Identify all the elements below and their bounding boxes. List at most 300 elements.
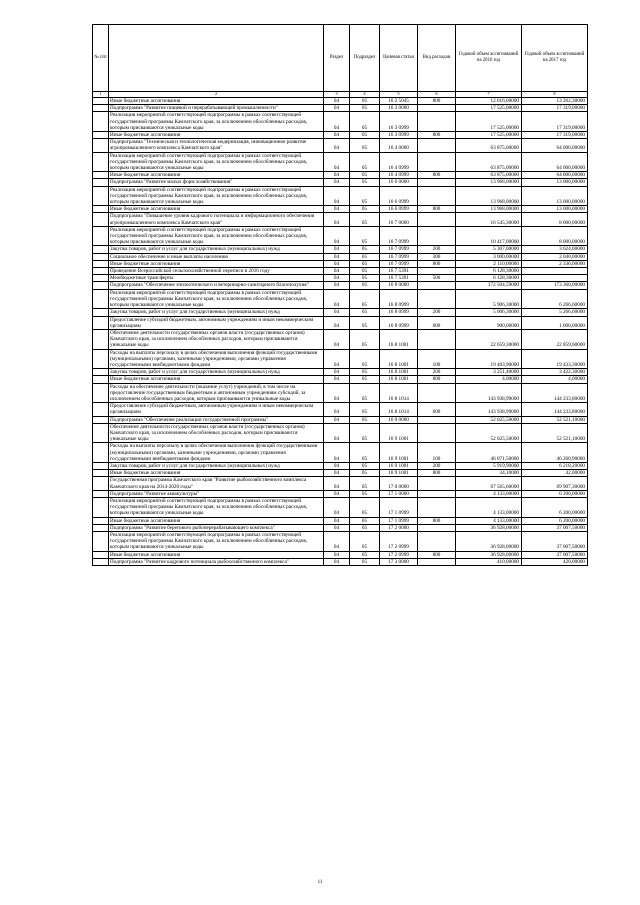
table-row bbox=[93, 172, 588, 179]
cell-razdel: 04 bbox=[324, 443, 350, 463]
cell-razdel: 04 bbox=[324, 403, 350, 416]
cell-podrazdel: 05 bbox=[350, 260, 380, 267]
cell-razdel: 04 bbox=[324, 152, 350, 172]
cell-2017: 6 266,60000 bbox=[522, 289, 588, 309]
cell-2017: 3 422,30000 bbox=[522, 369, 588, 376]
cell-target: 16 4 0999 bbox=[380, 152, 418, 172]
table-row bbox=[93, 105, 588, 112]
cell-2017: 37 007,50000 bbox=[522, 532, 588, 552]
cell-target: 17 0 0000 bbox=[380, 477, 418, 490]
table-row bbox=[93, 349, 588, 369]
cell-expense-type bbox=[418, 139, 456, 152]
table-row bbox=[93, 551, 588, 558]
header-2016: Годовой объем ассигнований на 2016 год bbox=[456, 25, 522, 92]
table-row bbox=[93, 139, 588, 152]
cell-podrazdel: 05 bbox=[350, 329, 380, 349]
cell-2017: 1 000,00000 bbox=[522, 316, 588, 329]
cell-2017: 144 233,80000 bbox=[522, 403, 588, 416]
cell-podrazdel: 05 bbox=[350, 551, 380, 558]
cell-num bbox=[93, 462, 109, 469]
cell-2017: 17 319,00000 bbox=[522, 105, 588, 112]
cell-expense-type: 800 bbox=[418, 98, 456, 105]
cell-name: Подпрограмма "Обеспечение реализации государственной программы" bbox=[109, 416, 324, 423]
cell-2017: 46 260,90000 bbox=[522, 443, 588, 463]
cell-podrazdel: 05 bbox=[350, 416, 380, 423]
cell-num bbox=[93, 98, 109, 105]
cell-2016: 17 525,00000 bbox=[456, 112, 522, 132]
cell-razdel: 04 bbox=[324, 186, 350, 206]
cell-2016: 52 025,50000 bbox=[456, 416, 522, 423]
cell-num bbox=[93, 316, 109, 329]
cell-name: Иные бюджетные ассигнования bbox=[109, 260, 324, 267]
cell-num bbox=[93, 490, 109, 497]
cell-2016: 6 128,30000 bbox=[456, 275, 522, 282]
cell-target: 16 3 0999 bbox=[380, 112, 418, 132]
cell-razdel: 04 bbox=[324, 383, 350, 403]
cell-2016: 5 006,30000 bbox=[456, 309, 522, 316]
cell-2016: 52 025,50000 bbox=[456, 423, 522, 443]
cell-num bbox=[93, 112, 109, 132]
cell-podrazdel: 05 bbox=[350, 132, 380, 139]
cell-podrazdel: 05 bbox=[350, 186, 380, 206]
cell-2017: 42,00000 bbox=[522, 470, 588, 477]
cell-name: Подпрограмма "Повышение уровня кадрового потенциала и информационного обеспечения агропромышленного комплекса Камчатского края" bbox=[109, 213, 324, 226]
cell-target: 16 9 1001 bbox=[380, 462, 418, 469]
cell-podrazdel: 05 bbox=[350, 490, 380, 497]
cell-name: Подпрограмма "Развитие аквакультуры" bbox=[109, 490, 324, 497]
cell-expense-type: 100 bbox=[418, 443, 456, 463]
cell-razdel: 04 bbox=[324, 132, 350, 139]
cell-2017: 64 000,00000 bbox=[522, 152, 588, 172]
cell-target: 16 4 0000 bbox=[380, 139, 418, 152]
cell-num bbox=[93, 260, 109, 267]
cell-target: 16 8 1001 bbox=[380, 376, 418, 383]
cell-expense-type bbox=[418, 105, 456, 112]
cell-num bbox=[93, 206, 109, 213]
table-row bbox=[93, 213, 588, 226]
cell-target: 16 6 0999 bbox=[380, 186, 418, 206]
cell-2016: 4,00000 bbox=[456, 376, 522, 383]
cell-target: 16 7 0999 bbox=[380, 253, 418, 260]
cell-podrazdel: 05 bbox=[350, 376, 380, 383]
header-num: № п/п bbox=[93, 25, 109, 92]
table-row bbox=[93, 462, 588, 469]
cell-expense-type: 500 bbox=[418, 275, 456, 282]
header-2017: Годовой объем ассигнований на 2017 год bbox=[522, 25, 588, 92]
cell-num bbox=[93, 253, 109, 260]
cell-2017 bbox=[522, 275, 588, 282]
cell-num bbox=[93, 497, 109, 517]
cell-razdel: 04 bbox=[324, 246, 350, 253]
cell-2017: 8 000,00000 bbox=[522, 226, 588, 246]
cell-2016: 34,10000 bbox=[456, 470, 522, 477]
cell-2016: 13 968,00000 bbox=[456, 179, 522, 186]
header-expense-type: Вид расходов bbox=[418, 25, 456, 92]
cell-podrazdel: 05 bbox=[350, 309, 380, 316]
cell-target: 16 3 0999 bbox=[380, 132, 418, 139]
cell-target: 16 9 1001 bbox=[380, 443, 418, 463]
table-row bbox=[93, 470, 588, 477]
cell-name: Реализация мероприятий соответствующей подпрограммы в рамках соответствующей государственной программы Камчатского края, за исключением обособленных расходов, которым присваиваются уникальные коды bbox=[109, 497, 324, 517]
table-row bbox=[93, 558, 588, 565]
cell-2017: 2 040,00000 bbox=[522, 253, 588, 260]
cell-2016: 17 525,00000 bbox=[456, 132, 522, 139]
cell-podrazdel: 05 bbox=[350, 105, 380, 112]
cell-razdel: 04 bbox=[324, 558, 350, 565]
cell-2017: 52 521,10000 bbox=[522, 416, 588, 423]
table-row bbox=[93, 206, 588, 213]
cell-razdel: 04 bbox=[324, 275, 350, 282]
cell-razdel: 04 bbox=[324, 139, 350, 152]
cell-expense-type: 600 bbox=[418, 316, 456, 329]
cell-2016: 63 875,00000 bbox=[456, 139, 522, 152]
cell-expense-type bbox=[418, 383, 456, 403]
cell-name: Подпрограмма "Развитие малых форм хозяйствования" bbox=[109, 179, 324, 186]
table-row bbox=[93, 268, 588, 275]
table-row bbox=[93, 524, 588, 531]
cell-target: 16 8 0999 bbox=[380, 289, 418, 309]
table-row bbox=[93, 490, 588, 497]
cell-target: 17 1 0999 bbox=[380, 517, 418, 524]
cell-name: Иные бюджетные ассигнования bbox=[109, 132, 324, 139]
cell-target: 16 8 0999 bbox=[380, 309, 418, 316]
column-number: 3 bbox=[324, 92, 350, 98]
cell-2017: 37 007,50000 bbox=[522, 551, 588, 558]
cell-podrazdel: 05 bbox=[350, 289, 380, 309]
cell-num bbox=[93, 132, 109, 139]
cell-num bbox=[93, 186, 109, 206]
budget-table bbox=[92, 24, 588, 566]
cell-target: 16 9 1001 bbox=[380, 423, 418, 443]
table-body bbox=[93, 98, 588, 566]
cell-name: Закупка товаров, работ и услуг для государственных (муниципальных) нужд bbox=[109, 462, 324, 469]
cell-2016: 67 565,60000 bbox=[456, 477, 522, 490]
cell-2016: 13 968,00000 bbox=[456, 186, 522, 206]
cell-num bbox=[93, 172, 109, 179]
cell-num bbox=[93, 551, 109, 558]
table-row bbox=[93, 423, 588, 443]
cell-expense-type: 100 bbox=[418, 349, 456, 369]
cell-name: Подпрограмма "Развитие кадрового потенциала рыбохозяйственного комплекса" bbox=[109, 558, 324, 565]
cell-razdel: 04 bbox=[324, 179, 350, 186]
cell-num bbox=[93, 152, 109, 172]
table-row bbox=[93, 98, 588, 105]
cell-name: Иные бюджетные ассигнования bbox=[109, 98, 324, 105]
cell-expense-type: 800 bbox=[418, 206, 456, 213]
table-row bbox=[93, 260, 588, 267]
table-row bbox=[93, 376, 588, 383]
cell-razdel: 04 bbox=[324, 551, 350, 558]
cell-num bbox=[93, 226, 109, 246]
cell-num bbox=[93, 403, 109, 416]
cell-target: 17 2 0999 bbox=[380, 532, 418, 552]
cell-num bbox=[93, 383, 109, 403]
table-row bbox=[93, 497, 588, 517]
cell-2017: 37 007,50000 bbox=[522, 524, 588, 531]
cell-2017: 64 000,00000 bbox=[522, 172, 588, 179]
cell-name: Обеспечение деятельности государственных органов власти (государственных органов) Камчатского края, за исключением обособленных расходов, которым присваиваются уникальные коды bbox=[109, 329, 324, 349]
cell-2016: 3 251,40000 bbox=[456, 369, 522, 376]
cell-razdel: 04 bbox=[324, 416, 350, 423]
column-number: 5 bbox=[380, 92, 418, 98]
cell-2017: 6 200,00000 bbox=[522, 497, 588, 517]
cell-num bbox=[93, 369, 109, 376]
cell-num bbox=[93, 416, 109, 423]
table-row bbox=[93, 329, 588, 349]
cell-target: 16 8 0999 bbox=[380, 316, 418, 329]
cell-target: 17 1 0000 bbox=[380, 490, 418, 497]
cell-expense-type: 800 bbox=[418, 470, 456, 477]
cell-2016: 19 403,90000 bbox=[456, 349, 522, 369]
cell-target: 16 3 0000 bbox=[380, 105, 418, 112]
cell-podrazdel: 05 bbox=[350, 403, 380, 416]
cell-name: Предоставление субсидий бюджетным, автономным учреждениям и иным некоммерческим организациям bbox=[109, 403, 324, 416]
column-number: 8 bbox=[522, 92, 588, 98]
table-row bbox=[93, 275, 588, 282]
cell-num bbox=[93, 329, 109, 349]
cell-podrazdel: 05 bbox=[350, 369, 380, 376]
cell-num bbox=[93, 532, 109, 552]
column-number: 7 bbox=[456, 92, 522, 98]
cell-expense-type: 200 bbox=[418, 462, 456, 469]
cell-name: Закупка товаров, работ и услуг для государственных (муниципальных) нужд bbox=[109, 309, 324, 316]
cell-2017: 173 360,00000 bbox=[522, 282, 588, 289]
cell-podrazdel: 05 bbox=[350, 462, 380, 469]
cell-podrazdel: 05 bbox=[350, 275, 380, 282]
cell-num bbox=[93, 443, 109, 463]
table-row bbox=[93, 416, 588, 423]
cell-name: Межбюджетные трансферты bbox=[109, 275, 324, 282]
cell-2016: 5 307,00000 bbox=[456, 246, 522, 253]
table-row bbox=[93, 309, 588, 316]
cell-2017: 13 262,30000 bbox=[522, 98, 588, 105]
header-target: Целевая статья bbox=[380, 25, 418, 92]
cell-name: Реализация мероприятий соответствующей подпрограммы в рамках соответствующей государственной программы Камчатского края, за исключением обособленных расходов, которым присваиваются уникальные коды bbox=[109, 112, 324, 132]
cell-name: Предоставление субсидий бюджетным, автономным учреждениям и иным некоммерческим организациям bbox=[109, 316, 324, 329]
cell-name: Подпрограмма "Обеспечение эпизоотического и ветеринарно-санитарного благополучия" bbox=[109, 282, 324, 289]
cell-2017: 144 233,80000 bbox=[522, 383, 588, 403]
cell-expense-type bbox=[418, 268, 456, 275]
cell-razdel: 04 bbox=[324, 490, 350, 497]
cell-name: Иные бюджетные ассигнования bbox=[109, 206, 324, 213]
table-row bbox=[93, 253, 588, 260]
table-header-row bbox=[93, 25, 588, 92]
cell-expense-type: 800 bbox=[418, 172, 456, 179]
cell-name: Подпрограмма "Развитие берегового рыбоперерабатывающего комплекса" bbox=[109, 524, 324, 531]
cell-razdel: 04 bbox=[324, 423, 350, 443]
cell-2017: 4,00000 bbox=[522, 376, 588, 383]
cell-podrazdel: 05 bbox=[350, 517, 380, 524]
column-number: 4 bbox=[350, 92, 380, 98]
cell-target: 17 2 0999 bbox=[380, 551, 418, 558]
cell-name: Подпрограмма "Техническая и технологическая модернизация, инновационное развитие агропромышленного комплекса Камчатского края" bbox=[109, 139, 324, 152]
cell-razdel: 04 bbox=[324, 470, 350, 477]
cell-2016: 10 417,00000 bbox=[456, 226, 522, 246]
cell-podrazdel: 05 bbox=[350, 470, 380, 477]
cell-2016: 36 928,00000 bbox=[456, 524, 522, 531]
page-number: 11 bbox=[317, 880, 323, 885]
cell-razdel: 04 bbox=[324, 282, 350, 289]
cell-2016: 5 919,90000 bbox=[456, 462, 522, 469]
cell-name: Расходы на выплаты персоналу в целях обеспечения выполнения функций государственными (муниципальными) органами, казенными учреждениями, органами управления государственными внебюджетными фондами bbox=[109, 443, 324, 463]
cell-podrazdel: 05 bbox=[350, 497, 380, 517]
cell-razdel: 04 bbox=[324, 524, 350, 531]
cell-expense-type bbox=[418, 497, 456, 517]
cell-2016: 6 128,30000 bbox=[456, 268, 522, 275]
cell-2016: 63 875,00000 bbox=[456, 172, 522, 179]
cell-target: 16 8 1014 bbox=[380, 403, 418, 416]
cell-podrazdel: 05 bbox=[350, 268, 380, 275]
cell-num bbox=[93, 517, 109, 524]
table-row bbox=[93, 289, 588, 309]
cell-num bbox=[93, 275, 109, 282]
cell-podrazdel: 05 bbox=[350, 206, 380, 213]
table-row bbox=[93, 383, 588, 403]
cell-num bbox=[93, 105, 109, 112]
cell-target: 16 7 0999 bbox=[380, 260, 418, 267]
cell-name: Обеспечение деятельности государственных органов власти (государственных органов) Камчатского края, за исключением обособленных расходов, которым присваиваются уникальные коды bbox=[109, 423, 324, 443]
cell-2017: 13 000,00000 bbox=[522, 186, 588, 206]
cell-num bbox=[93, 524, 109, 531]
cell-target: 16 2 5045 bbox=[380, 98, 418, 105]
cell-razdel: 04 bbox=[324, 98, 350, 105]
cell-2016: 172 504,59000 bbox=[456, 282, 522, 289]
cell-podrazdel: 05 bbox=[350, 246, 380, 253]
cell-name: Реализация мероприятий соответствующей подпрограммы в рамках соответствующей государственной программы Камчатского края, за исключением обособленных расходов, которым присваиваются уникальные коды bbox=[109, 152, 324, 172]
cell-2016: 3 000,00000 bbox=[456, 253, 522, 260]
cell-expense-type bbox=[418, 226, 456, 246]
cell-expense-type bbox=[418, 558, 456, 565]
header-podrazdel: Подраздел bbox=[350, 25, 380, 92]
header-razdel: Раздел bbox=[324, 25, 350, 92]
cell-razdel: 04 bbox=[324, 329, 350, 349]
cell-2016: 4 133,00000 bbox=[456, 517, 522, 524]
cell-expense-type bbox=[418, 329, 456, 349]
cell-name: Иные бюджетные ассигнования bbox=[109, 376, 324, 383]
cell-2017: 8 000,00000 bbox=[522, 213, 588, 226]
cell-podrazdel: 05 bbox=[350, 477, 380, 490]
cell-expense-type bbox=[418, 282, 456, 289]
cell-podrazdel: 05 bbox=[350, 112, 380, 132]
column-number: 2 bbox=[109, 92, 324, 98]
table-row bbox=[93, 369, 588, 376]
cell-podrazdel: 05 bbox=[350, 172, 380, 179]
cell-razdel: 04 bbox=[324, 532, 350, 552]
cell-target: 16 8 1001 bbox=[380, 349, 418, 369]
cell-name: Проведение Всероссийской сельскохозяйственной переписи в 2016 году bbox=[109, 268, 324, 275]
table-row bbox=[93, 477, 588, 490]
cell-razdel: 04 bbox=[324, 206, 350, 213]
cell-name: Подпрограмма "Развитие пищевой и перерабатывающей промышленности" bbox=[109, 105, 324, 112]
cell-2016: 63 875,00000 bbox=[456, 152, 522, 172]
table-row bbox=[93, 517, 588, 524]
cell-expense-type: 200 bbox=[418, 369, 456, 376]
cell-num bbox=[93, 282, 109, 289]
cell-podrazdel: 05 bbox=[350, 558, 380, 565]
cell-target: 17 2 0000 bbox=[380, 524, 418, 531]
cell-num bbox=[93, 213, 109, 226]
cell-target: 16 8 0000 bbox=[380, 282, 418, 289]
cell-name: Государственная программа Камчатского края "Развитие рыбохозяйственного комплекса Камчатского края на 2014-2020 годы" bbox=[109, 477, 324, 490]
cell-podrazdel: 05 bbox=[350, 226, 380, 246]
cell-num bbox=[93, 139, 109, 152]
cell-name: Закупка товаров, работ и услуг для государственных (муниципальных) нужд bbox=[109, 369, 324, 376]
cell-2016: 4 133,00000 bbox=[456, 490, 522, 497]
cell-name: Расходы на выплаты персоналу в целях обеспечения выполнения функций государственными (муниципальными) органами, казенными учреждениями, органами управления государственными внебюджетными фондами bbox=[109, 349, 324, 369]
cell-name: Закупка товаров, работ и услуг для государственных (муниципальных) нужд bbox=[109, 246, 324, 253]
table-row bbox=[93, 112, 588, 132]
header-name bbox=[109, 25, 324, 92]
cell-num bbox=[93, 309, 109, 316]
cell-2017: 17 319,00000 bbox=[522, 112, 588, 132]
cell-razdel: 04 bbox=[324, 260, 350, 267]
cell-num bbox=[93, 558, 109, 565]
cell-expense-type: 200 bbox=[418, 309, 456, 316]
cell-name: Реализация мероприятий соответствующей подпрограммы в рамках соответствующей государственной программы Камчатского края, за исключением обособленных расходов, которым присваиваются уникальные коды bbox=[109, 289, 324, 309]
cell-expense-type bbox=[418, 112, 456, 132]
cell-podrazdel: 05 bbox=[350, 98, 380, 105]
cell-name: Иные бюджетные ассигнования bbox=[109, 517, 324, 524]
cell-razdel: 04 bbox=[324, 376, 350, 383]
cell-2017: 69 907,30000 bbox=[522, 477, 588, 490]
cell-expense-type bbox=[418, 477, 456, 490]
cell-expense-type: 800 bbox=[418, 132, 456, 139]
cell-expense-type: 800 bbox=[418, 260, 456, 267]
cell-2016: 5 906,30000 bbox=[456, 289, 522, 309]
cell-target: 16 7 5391 bbox=[380, 268, 418, 275]
cell-razdel: 04 bbox=[324, 268, 350, 275]
cell-num bbox=[93, 423, 109, 443]
cell-podrazdel: 05 bbox=[350, 349, 380, 369]
cell-name: Расходы на обеспечение деятельности (оказание услуг) учреждений, в том числе на предоставление государственным бюджетным и автономным учреждениям субсидий, за исключением обособленных расходов, которым присваиваются уникальные коды bbox=[109, 383, 324, 403]
column-number: 1 bbox=[93, 92, 109, 98]
cell-podrazdel: 05 bbox=[350, 532, 380, 552]
cell-2016: 17 525,00000 bbox=[456, 105, 522, 112]
table-row bbox=[93, 443, 588, 463]
cell-expense-type bbox=[418, 152, 456, 172]
table-row bbox=[93, 132, 588, 139]
cell-podrazdel: 05 bbox=[350, 383, 380, 403]
cell-2017: 13 000,00000 bbox=[522, 179, 588, 186]
cell-razdel: 04 bbox=[324, 112, 350, 132]
cell-2016: 22 659,30000 bbox=[456, 329, 522, 349]
cell-target: 16 6 0000 bbox=[380, 179, 418, 186]
table-row bbox=[93, 226, 588, 246]
cell-name: Реализация мероприятий соответствующей подпрограммы в рамках соответствующей государственной программы Камчатского края, за исключением обособленных расходов, которым присваиваются уникальные коды bbox=[109, 226, 324, 246]
table-row bbox=[93, 403, 588, 416]
cell-2016: 46 071,50000 bbox=[456, 443, 522, 463]
cell-2016: 2 110,00000 bbox=[456, 260, 522, 267]
cell-2016: 900,00000 bbox=[456, 316, 522, 329]
cell-razdel: 04 bbox=[324, 349, 350, 369]
cell-2017: 6 200,00000 bbox=[522, 517, 588, 524]
cell-expense-type: 800 bbox=[418, 517, 456, 524]
cell-expense-type: 300 bbox=[418, 253, 456, 260]
cell-razdel: 04 bbox=[324, 497, 350, 517]
table-row bbox=[93, 532, 588, 552]
cell-podrazdel: 05 bbox=[350, 253, 380, 260]
cell-podrazdel: 05 bbox=[350, 423, 380, 443]
cell-target: 16 8 1001 bbox=[380, 369, 418, 376]
cell-2016: 143 938,99000 bbox=[456, 383, 522, 403]
cell-num bbox=[93, 376, 109, 383]
cell-2016: 4 133,00000 bbox=[456, 497, 522, 517]
cell-2017: 5 266,60000 bbox=[522, 309, 588, 316]
cell-name: Иные бюджетные ассигнования bbox=[109, 470, 324, 477]
cell-2017: 420,00000 bbox=[522, 558, 588, 565]
cell-target: 16 8 1001 bbox=[380, 329, 418, 349]
cell-2017: 2 336,00000 bbox=[522, 260, 588, 267]
